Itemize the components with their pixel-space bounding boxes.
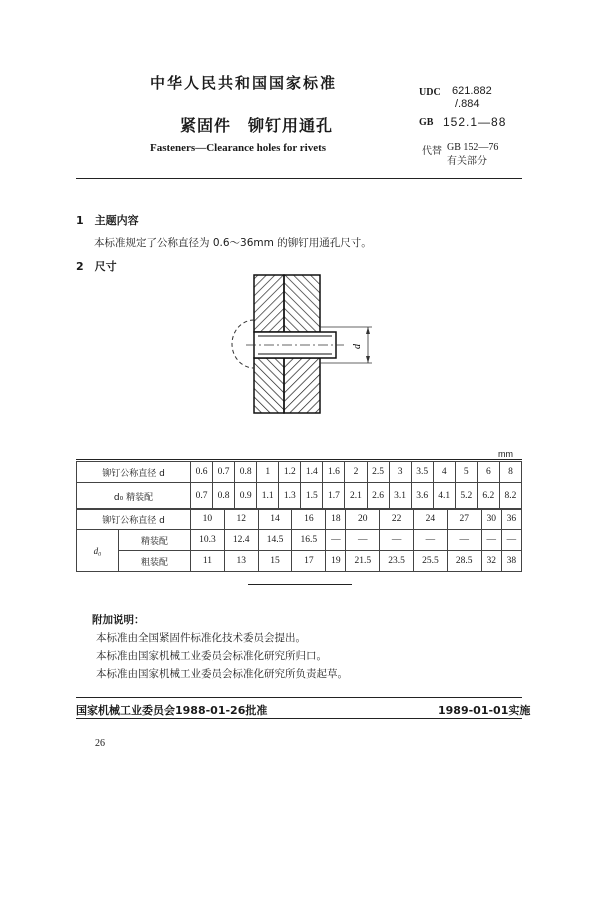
table-row [77, 509, 522, 530]
table-cell: 6.2 [477, 483, 499, 510]
table-cell: 17 [292, 551, 326, 572]
table-cell: 32 [481, 551, 501, 572]
table-cell: — [501, 530, 521, 551]
table-cell: 22 [380, 509, 414, 530]
table-cell: 3.5 [411, 462, 433, 483]
table-cell: 5 [455, 462, 477, 483]
table-row [77, 551, 522, 572]
table-cell: 1.6 [323, 462, 345, 483]
table-row-label: d₀ 精装配 [77, 483, 191, 510]
table-cell: 10 [191, 509, 225, 530]
gb-number: 152.1—88 [443, 115, 507, 129]
note-line: 本标准由国家机械工业委员会标准化研究所归口。 [96, 650, 327, 662]
table-row-label: 粗装配 [119, 551, 191, 572]
table-cell: 18 [326, 509, 346, 530]
english-title: Fasteners—Clearance holes for rivets [150, 142, 327, 154]
table-cell: — [380, 530, 414, 551]
table-cell: — [414, 530, 448, 551]
table-top-rule [76, 459, 522, 460]
table-cell: 3.1 [389, 483, 411, 510]
dimension-table-small [76, 461, 522, 510]
table-cell: 21.5 [346, 551, 380, 572]
table-cell: 0.7 [213, 462, 235, 483]
table-header-cell: 铆钉公称直径 d [77, 462, 191, 483]
table-cell: 5.2 [455, 483, 477, 510]
table-cell: 10.3 [191, 530, 225, 551]
table-cell: 6 [477, 462, 499, 483]
approval-date: 国家机械工业委员会1988-01-26批准 [76, 704, 268, 717]
table-cell: 1.1 [257, 483, 279, 510]
dimension-label: d [352, 344, 363, 349]
table-cell: 1.2 [279, 462, 301, 483]
table-cell: 16.5 [292, 530, 326, 551]
footer-bottom-rule [76, 718, 522, 719]
table-cell: 20 [346, 509, 380, 530]
header-rule [76, 178, 522, 179]
replaces-label: 代替 [422, 146, 442, 157]
footer-top-rule [76, 697, 522, 698]
table-cell: 2.6 [367, 483, 389, 510]
table-cell: 11 [191, 551, 225, 572]
table-cell: 0.7 [191, 483, 213, 510]
unit-label: mm [498, 449, 513, 459]
replaces-standard: GB 152—76 [447, 142, 499, 153]
table-cell: 4 [433, 462, 455, 483]
table-cell: 2 [345, 462, 367, 483]
table-cell: 3.6 [411, 483, 433, 510]
section-2-title: 2 尺寸 [76, 260, 117, 273]
table-header-cell: 铆钉公称直径 d [77, 509, 191, 530]
section-1-title: 1 主题内容 [76, 214, 139, 227]
table-cell: 27 [447, 509, 481, 530]
table-cell: 14 [258, 509, 292, 530]
table-cell: 24 [414, 509, 448, 530]
table-cell: 8 [499, 462, 521, 483]
table-cell: — [447, 530, 481, 551]
notes-title: 附加说明： [92, 614, 145, 626]
table-cell: 2.5 [367, 462, 389, 483]
table-cell: 4.1 [433, 483, 455, 510]
table-cell: 36 [501, 509, 521, 530]
table-cell: 23.5 [380, 551, 414, 572]
table-cell: 14.5 [258, 530, 292, 551]
table-cell: — [326, 530, 346, 551]
dimension-table-large [76, 508, 522, 572]
table-cell: 15 [258, 551, 292, 572]
end-of-text-rule [248, 584, 352, 585]
table-cell: 0.8 [235, 462, 257, 483]
table-cell: 38 [501, 551, 521, 572]
table-cell: 0.8 [213, 483, 235, 510]
table-cell: 3 [389, 462, 411, 483]
udc-value-continued: /.884 [455, 98, 480, 110]
table-row-label: 精装配 [119, 530, 191, 551]
table-cell: 1 [257, 462, 279, 483]
table-cell: 30 [481, 509, 501, 530]
page-number: 26 [95, 738, 105, 749]
table-cell: 0.9 [235, 483, 257, 510]
table-cell: 16 [292, 509, 326, 530]
section-1-text: 本标准规定了公称直径为 0.6～36mm 的铆钉用通孔尺寸。 [94, 237, 372, 249]
table-cell: 12.4 [224, 530, 258, 551]
replaces-note: 有关部分 [447, 156, 487, 167]
effective-date: 1989-01-01实施 [438, 704, 531, 717]
table-cell: 28.5 [447, 551, 481, 572]
table-cell: 19 [326, 551, 346, 572]
gb-label: GB [419, 117, 434, 128]
table-cell: 1.5 [301, 483, 323, 510]
table-row [77, 462, 522, 483]
table-cell: — [481, 530, 501, 551]
table-cell: 8.2 [499, 483, 521, 510]
document-title: 紧固件 铆钉用通孔 [180, 116, 334, 135]
table-row [77, 530, 522, 551]
rivet-hole-figure [220, 270, 390, 420]
table-row [77, 483, 522, 510]
table-cell: 1.3 [279, 483, 301, 510]
udc-label: UDC [419, 87, 441, 98]
standard-title: 中华人民共和国国家标准 [150, 74, 338, 92]
table-cell: 1.4 [301, 462, 323, 483]
table-cell: 2.1 [345, 483, 367, 510]
table-cell: — [346, 530, 380, 551]
table-cell: 0.6 [191, 462, 213, 483]
table-cell: 1.7 [323, 483, 345, 510]
note-line: 本标准由全国紧固件标准化技术委员会提出。 [96, 632, 306, 644]
table-cell: 25.5 [414, 551, 448, 572]
udc-value: 621.882 [452, 85, 492, 97]
table-cell: 13 [224, 551, 258, 572]
table-row-group-label: d₀ [77, 530, 119, 572]
note-line: 本标准由国家机械工业委员会标准化研究所负责起草。 [96, 668, 348, 680]
table-cell: 12 [224, 509, 258, 530]
